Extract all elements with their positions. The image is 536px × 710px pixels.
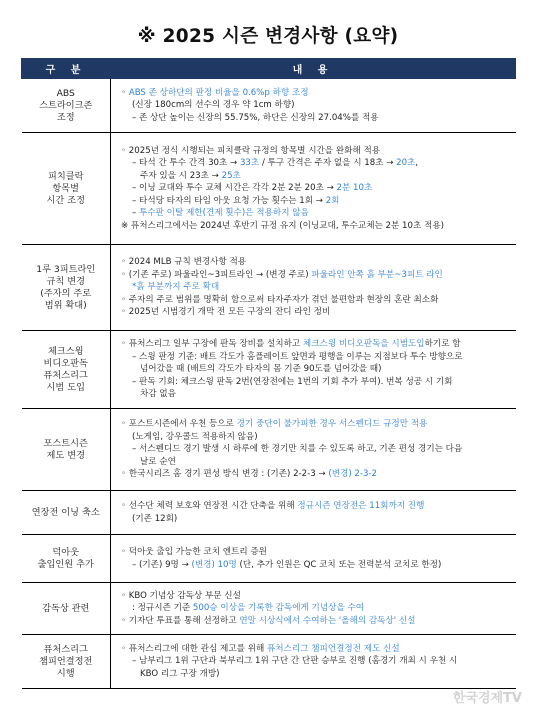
row-content — [111, 635, 516, 689]
category-line: 출입인원 추가 — [37, 558, 94, 570]
text-segment: 하기로 함 — [424, 339, 461, 350]
category-line: 연장전 이닝 축소 — [31, 506, 100, 518]
text-segment: – 존 상단 높이는 신장의 55.75%, 하단은 신장의 27.04%를 적용 — [132, 112, 379, 123]
highlighted-text: 20초 — [396, 158, 416, 169]
category-line: 덕아웃 — [52, 546, 80, 558]
text-segment: (신장 180cm의 선수의 경우 약 1cm 하향) — [132, 100, 295, 111]
header-category: 구 분 — [22, 59, 111, 79]
text-segment: ◦ KBO 기념상 감독상 부문 신설 — [121, 590, 241, 601]
highlighted-text: *흙 부분까지 주로 확대 — [132, 282, 220, 293]
content-line — [121, 668, 512, 680]
content-line — [121, 363, 512, 375]
text-segment: ◦ 주자의 주로 범위를 명확히 함으로써 타자주자가 겪던 불편함과 현장의 혼란 최소화 — [121, 294, 439, 305]
content-line — [121, 655, 512, 667]
row-category — [22, 583, 111, 635]
text-segment: (노게임, 강우콜드 적용하지 않음) — [132, 431, 258, 442]
table-row — [22, 491, 516, 535]
highlighted-text: 2분 10초 — [336, 183, 373, 194]
content-line — [121, 207, 512, 219]
text-segment: , — [415, 158, 419, 169]
table-row — [22, 133, 516, 245]
table-body — [22, 79, 516, 689]
highlighted-text: 33초 — [239, 158, 260, 169]
text-segment: – 서스펜디드 경기 발생 시 하루에 한 경기만 치를 수 있도록 하고, 기존 편성 경기는 다음 — [132, 444, 463, 455]
category-line: 감독상 관련 — [42, 602, 90, 614]
content-line — [121, 170, 512, 182]
category-line: ABS — [56, 87, 75, 99]
table-row — [22, 409, 516, 491]
content-line — [121, 590, 512, 602]
text-segment: ◦ 선수단 체력 보호와 연장전 시간 단축을 위해 — [121, 501, 298, 512]
row-category — [22, 535, 111, 583]
highlighted-text: 투수판 이탈 제한(견제 횟수)은 적용하지 않음 — [139, 208, 309, 219]
table-row — [22, 583, 516, 635]
content-line — [121, 306, 512, 318]
content-line — [121, 431, 512, 443]
text-segment: – (기존) 9명 → — [132, 559, 192, 570]
table-row — [22, 331, 516, 409]
text-segment: 넘어갔을 때 (배트의 각도가 타자의 몸 기준 90도를 넘어갔을 때) — [140, 364, 382, 375]
text-segment: ※ 퓨처스리그에서는 2024년 후반기 규정 유지 (이닝교대, 투수교체는 2분 10초 적용) — [121, 220, 444, 231]
content-line — [121, 281, 512, 293]
category-line: 시범 도입 — [46, 381, 85, 393]
content-line — [121, 99, 512, 111]
content-line — [121, 418, 512, 430]
row-category — [22, 133, 111, 245]
row-content — [111, 331, 516, 409]
text-segment: (단, 추가 인원은 QC 코치 또는 전력분석 코치로 한정) — [236, 559, 442, 570]
highlighted-text: 파울라인 안쪽 흙 부분~3피트 라인 — [311, 269, 443, 280]
content-line — [121, 195, 512, 207]
row-content — [111, 133, 516, 245]
changes-table — [21, 58, 516, 689]
highlighted-text: 체크스윙 비디오판독을 시범도입 — [302, 339, 425, 350]
row-category — [22, 331, 111, 409]
table-row — [22, 635, 516, 689]
row-category — [22, 491, 111, 535]
content-line — [121, 87, 512, 99]
text-segment: ◦ 포스트시즌에서 우천 등으로 — [121, 419, 237, 430]
content-line — [121, 615, 512, 627]
content-line — [121, 376, 512, 388]
text-segment: – — [132, 208, 140, 219]
text-segment: – 타석당 타자의 타임 아웃 요청 가능 횟수는 1회 → — [132, 195, 326, 206]
content-line — [121, 157, 512, 169]
highlighted-text: (변경) 2-3-2 — [328, 469, 378, 480]
row-category — [22, 245, 111, 331]
table-header-row — [22, 59, 516, 79]
text-segment: ◦ 퓨처스리그에 대한 관심 제고를 위해 — [121, 643, 267, 654]
category-line: 체크스윙 — [47, 345, 84, 357]
row-content — [111, 245, 516, 331]
category-line: 시간 조정 — [46, 194, 85, 206]
content-line — [121, 351, 512, 363]
text-segment: (기존 12회) — [132, 513, 178, 524]
content-line — [121, 256, 512, 268]
category-line: 조정 — [56, 111, 75, 123]
row-content — [111, 79, 516, 133]
content-line — [121, 269, 512, 281]
text-segment: ◦ 2025년 시범경기 개막 전 모든 구장의 잔디 라인 정비 — [121, 307, 331, 318]
row-content — [111, 409, 516, 491]
text-segment: ◦ 덕아웃 출입 가능한 코치 엔트리 증원 — [121, 547, 267, 558]
text-segment: – 남부리그 1위 구단과 북부리그 1위 구단 간 단판 승부로 진행 (홈경기 개최 시 우천 시 — [132, 656, 458, 667]
text-segment: : 정규시즌 기준 — [132, 603, 193, 614]
category-line: 퓨처스리그 — [43, 369, 88, 381]
row-content — [111, 491, 516, 535]
content-line — [121, 513, 512, 525]
text-segment: – 이닝 교대와 투수 교체 시간은 각각 2분 2분 20초 → — [132, 183, 337, 194]
category-line: 규칙 변경 — [46, 275, 85, 287]
text-segment: ◦ — [121, 87, 129, 98]
text-segment: ◦ (기존 주로) 파울라인~3피트라인 → (변경 주로) — [121, 269, 312, 280]
table-row — [22, 245, 516, 331]
highlighted-text: 정규시즌 연장전은 11회까지 진행 — [297, 501, 425, 512]
content-line — [121, 443, 512, 455]
watermark: 한국경제TV — [452, 691, 522, 706]
category-line: 시행 — [56, 667, 75, 679]
category-line: (주자의 주로 — [40, 287, 92, 299]
highlighted-text: 연말 시상식에서 수여하는 '올해의 감독상' 신설 — [239, 615, 416, 626]
text-segment: ◦ 한국시리즈 홈 경기 편성 방식 변경 : (기존) 2-2-3 → — [121, 469, 329, 480]
category-line: 스트라이크존 — [39, 99, 93, 111]
content-line — [121, 338, 512, 350]
table-row — [22, 535, 516, 583]
text-segment: 날로 순연 — [140, 456, 176, 467]
category-line: 비디오판독 — [43, 357, 88, 369]
row-content — [111, 535, 516, 583]
text-segment: ◦ 퓨처스리그 일부 구장에 판독 장비를 설치하고 — [121, 339, 303, 350]
highlighted-text: 퓨처스리그 챔피언결정전 제도 신설 — [266, 643, 400, 654]
text-segment: KBO 리그 구장 개방) — [140, 668, 220, 679]
content-line — [121, 388, 512, 400]
text-segment: 주자 있을 시 23초 → — [140, 170, 222, 181]
content-line — [121, 456, 512, 468]
text-segment: – 판독 기회: 체크스윙 판독 2번(연장전에는 1번의 기회 추가 부여). 번복 성공 시 기회 — [132, 376, 453, 387]
category-line: 제도 변경 — [46, 449, 85, 461]
text-segment: ◦ 2024 MLB 규칙 변경사항 적용 — [121, 257, 247, 268]
text-segment: – 스윙 판정 기준: 배트 각도가 홈플레이트 앞면과 평행을 이루는 지점보다 투수 방향으로 — [132, 351, 463, 362]
content-line — [121, 145, 512, 157]
highlighted-text: 25초 — [221, 170, 241, 181]
text-segment: – 타석 간 투수 간격 30초 → — [132, 158, 240, 169]
document-title: ※ 2025 시즌 변경사항 (요약) — [137, 26, 399, 47]
text-segment: 차감 없음 — [140, 389, 176, 400]
category-line: 1루 3피트라인 — [36, 263, 96, 275]
content-line — [121, 294, 512, 306]
row-category — [22, 635, 111, 689]
highlighted-text: (변경) 10명 — [191, 559, 237, 570]
content-line — [121, 546, 512, 558]
row-category — [22, 409, 111, 491]
category-line: 범위 확대) — [44, 299, 87, 311]
category-line: 항목별 — [52, 182, 80, 194]
highlighted-text: 경기 중단이 불가피한 경우 서스펜디드 규정만 적용 — [236, 419, 428, 430]
content-line — [121, 468, 512, 480]
category-line: 피치클락 — [47, 170, 84, 182]
text-segment: / 투구 간격은 주자 없을 시 18초 → — [259, 158, 397, 169]
header-content: 내 용 — [111, 59, 516, 79]
text-segment: ◦ 2025년 정식 시행되는 피치클락 규정의 항목별 시간을 완화해 적용 — [121, 146, 381, 157]
highlighted-text: 500승 이상을 기록한 감독에게 기념상을 수여 — [192, 603, 365, 614]
content-line — [121, 112, 512, 124]
content-line — [121, 182, 512, 194]
content-line — [121, 602, 512, 614]
row-category — [22, 79, 111, 133]
content-line — [121, 220, 512, 232]
content-line — [121, 643, 512, 655]
table-row — [22, 79, 516, 133]
content-line — [121, 559, 512, 571]
row-content — [111, 583, 516, 635]
category-line: 포스트시즌 — [43, 437, 88, 449]
highlighted-text: 2회 — [325, 195, 340, 206]
category-line: 챔피언결정전 — [39, 655, 93, 667]
highlighted-text: ABS 존 상하단의 판정 비율을 0.6%p 하향 조정 — [128, 87, 309, 98]
category-line: 퓨처스리그 — [43, 643, 88, 655]
content-line — [121, 500, 512, 512]
text-segment: ◦ 기자단 투표를 통해 선정하고 — [121, 615, 240, 626]
